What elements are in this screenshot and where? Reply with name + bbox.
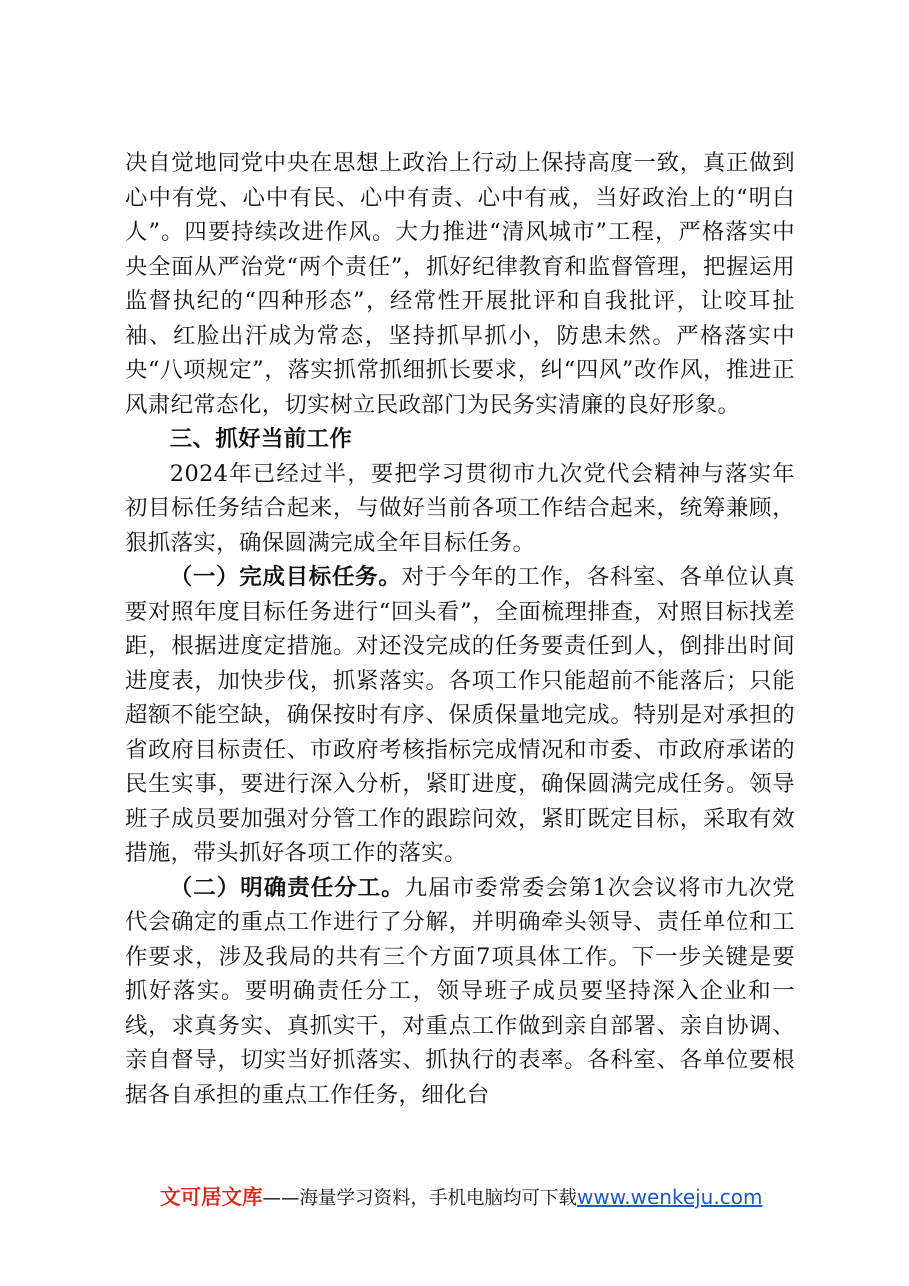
footer-watermark — [160, 1184, 800, 1212]
footer-link[interactable]: www.wenkeju.com — [577, 1185, 763, 1209]
footer-brand: 文可居文库 — [160, 1185, 263, 1209]
item-clarify-responsibility-body: 九届市委常委会第1次会议将市九次党代会确定的重点工作进行了分解，并明确牵头领导、责任单位和工作要求，涉及我局的共有三个方面7项具体工作。下一步关键是要抓好落实。要明确责任分工，领导班子成员要坚持深入企业和一线，求真务实、真抓实干，对重点工作做到亲自部署、亲自协调、亲自督导，切实当好抓落实、抓执行的表率。各科室、各单位要根据各自承担的重点工作任务，细化台 — [125, 874, 796, 1108]
item-clarify-responsibility — [125, 871, 795, 1113]
item-complete-targets-body: 对于今年的工作，各科室、各单位认真要对照年度目标任务进行“回头看”，全面梳理排查，对照目标找差距，根据进度定措施。对还没完成的任务要责任到人，倒排出时间进度表，加快步伐，抓紧落实。各项工作只能超前不能落后；只能超额不能空缺，确保按时有序、保质保量地完成。特别是对承担的省政府目标责任、市政府考核指标完成情况和市委、市政府承诺的民生实事，要进行深入分析，紧盯进度，确保圆满完成任务。领导班子成员要加强对分管工作的跟踪问效，紧盯既定目标，采取有效措施，带头抓好各项工作的落实。 — [125, 564, 795, 866]
section-paragraph: 2024年已经过半，要把学习贯彻市九次党代会精神与落实年初目标任务结合起来，与做好当前各项工作结合起来，统筹兼顾，狠抓落实，确保圆满完成全年目标任务。 — [125, 460, 795, 556]
footer-dash: —— — [262, 1188, 300, 1209]
item-complete-targets — [125, 560, 795, 871]
section-heading: 三、抓好当前工作 — [169, 426, 353, 452]
intro-paragraph: 决自觉地同党中央在思想上政治上行动上保持高度一致，真正做到心中有党、心中有民、心中有责、心中有戒，当好政治上的“明白人”。四要持续改进作风。大力推进“清风城市”工程，严格落实中央全面从严治党“两个责任”，抓好纪律教育和监督管理，把握运用监督执纪的“四种形态”，经常性开展批评和自我批评，让咬耳扯袖、红脸出汗成为常态，坚持抓早抓小，防患未然。严格落实中央“八项规定”，落实抓常抓细抓长要求，纠“四风”改作风，推进正风肃纪常态化，切实树立民政部门为民务实清廉的良好形象。 — [125, 150, 795, 418]
item-complete-targets-lead: （一）完成目标任务。 — [169, 564, 402, 590]
item-clarify-responsibility-lead: （二）明确责任分工。 — [169, 874, 405, 901]
document-body — [125, 146, 795, 1112]
footer-tagline: 海量学习资料，手机电脑均可下载 — [299, 1188, 578, 1209]
